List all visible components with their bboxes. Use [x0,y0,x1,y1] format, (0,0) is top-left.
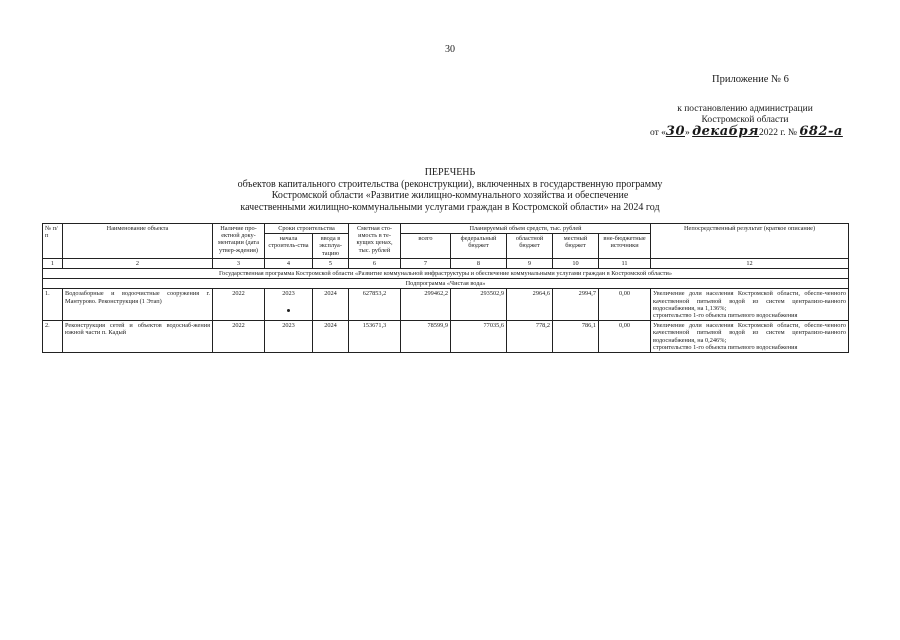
resolution-date-line [650,124,843,139]
row-extra: 0,00 [599,289,651,321]
row-name: Водозаборные и водоочистные сооружения г. Мантурово. Реконструкция (1 Этап) [63,289,213,321]
title-line-2: Костромской области «Развитие жилищно-коммунального хозяйства и обеспечение [271,190,629,201]
row-result [651,289,849,321]
header-extra: вне-бюджетные источники [599,234,651,259]
col-number: 3 [213,258,265,268]
header-docs: Наличие про-ектной доку-ментации (дата утвер-ждения) [213,224,265,259]
row-result-text: Увеличение доли населения Костромской области, обеспе-ченного качественной питьевой водой из систем централизо-ванного водоснабжения, на 1,136%; [653,290,847,312]
col-number: 4 [265,258,313,268]
header-start: начала строитель-ства [265,234,313,259]
title-line-3: качественными жилищно-коммунальными услугами граждан в Костромской области» на 2024 год [240,201,660,213]
row-num: 2. [43,321,63,353]
header-federal: федеральный бюджет [451,234,507,259]
header-cost: Сметная сто-имость в те-кущих ценах, тыс. рублей [349,224,401,259]
row-regional: 778,2 [507,321,553,353]
handwritten-day: 30 [665,124,685,139]
column-numbers-row [43,258,849,268]
col-number: 6 [349,258,401,268]
table-header-row-1 [43,224,849,234]
date-mid: » [685,128,690,138]
row-total: 78599,9 [401,321,451,353]
row-local: 2994,7 [553,289,599,321]
header-commission: ввода в эксплуа-тацию [313,234,349,259]
objects-table [42,223,849,353]
header-num: № п/п [43,224,63,259]
header-name: Наименование объекта [63,224,213,259]
col-number: 8 [451,258,507,268]
row-result-object: строительство 1-го объекта питьевого водоснабжения [653,312,798,320]
row-docs: 2022 [213,289,265,321]
col-number: 5 [313,258,349,268]
col-number: 2 [63,258,213,268]
date-prefix: от « [650,128,666,138]
col-number: 11 [599,258,651,268]
header-local: местный бюджет [553,234,599,259]
col-number: 9 [507,258,553,268]
resolution-block [650,104,843,139]
col-number: 7 [401,258,451,268]
subprogram-row [43,279,849,289]
header-result: Непосредственный результат (краткое описание) [651,224,849,259]
row-start: 2023 [265,321,313,353]
row-start-cell [265,289,313,321]
row-commission: 2024 [313,321,349,353]
table-row [43,289,849,321]
row-total: 299462,2 [401,289,451,321]
program-title: Государственная программа Костромской области «Развитие коммунальной инфраструктуры и обеспечение коммунальными услугами граждан в Костромской области» [43,269,849,279]
handwritten-number: 682-а [799,124,843,139]
row-federal: 77035,6 [451,321,507,353]
row-local: 786,1 [553,321,599,353]
page-number: 30 [445,44,455,55]
scan-dot [287,309,290,312]
row-name: Реконструкция сетей и объектов водоснаб-жения южной части п. Кадый [63,321,213,353]
resolution-line-2: Костромской области [701,115,789,125]
row-cost: 153671,3 [349,321,401,353]
subprogram-title: Подпрограмма «Чистая вода» [43,279,849,289]
col-number: 1 [43,258,63,268]
date-year: 2022 г. № [758,128,797,138]
col-number: 10 [553,258,599,268]
program-row [43,269,849,279]
row-start: 2023 [282,290,295,298]
row-federal: 293502,9 [451,289,507,321]
row-cost: 627853,2 [349,289,401,321]
resolution-line-1: к постановлению администрации [677,104,813,114]
row-result-text: Увеличение доли населения Костромской области, обеспе-ченного качественной питьевой водой из систем централизо-ванного водоснабжения, на 0,246%; [653,322,847,344]
header-planned: Планируемый объем средств, тыс. рублей [401,224,651,234]
row-docs: 2022 [213,321,265,353]
row-regional: 2964,6 [507,289,553,321]
row-extra: 0,00 [599,321,651,353]
handwritten-month: декабря [692,124,759,139]
col-number: 12 [651,258,849,268]
row-result [651,321,849,353]
row-commission: 2024 [313,289,349,321]
header-regional: областной бюджет [507,234,553,259]
document-title [150,167,750,213]
header-terms: Сроки строительства [265,224,349,234]
title-line-1: объектов капитального строительства (реконструкции), включенных в государственную программу [237,178,663,190]
title-heading: ПЕРЕЧЕНЬ [424,167,476,178]
row-result-object: строительство 1-го объекта питьевого водоснабжения [653,343,798,351]
row-num: 1. [43,289,63,321]
header-total: всего [401,234,451,259]
table-row [43,321,849,353]
appendix-label: Приложение № 6 [712,74,789,85]
